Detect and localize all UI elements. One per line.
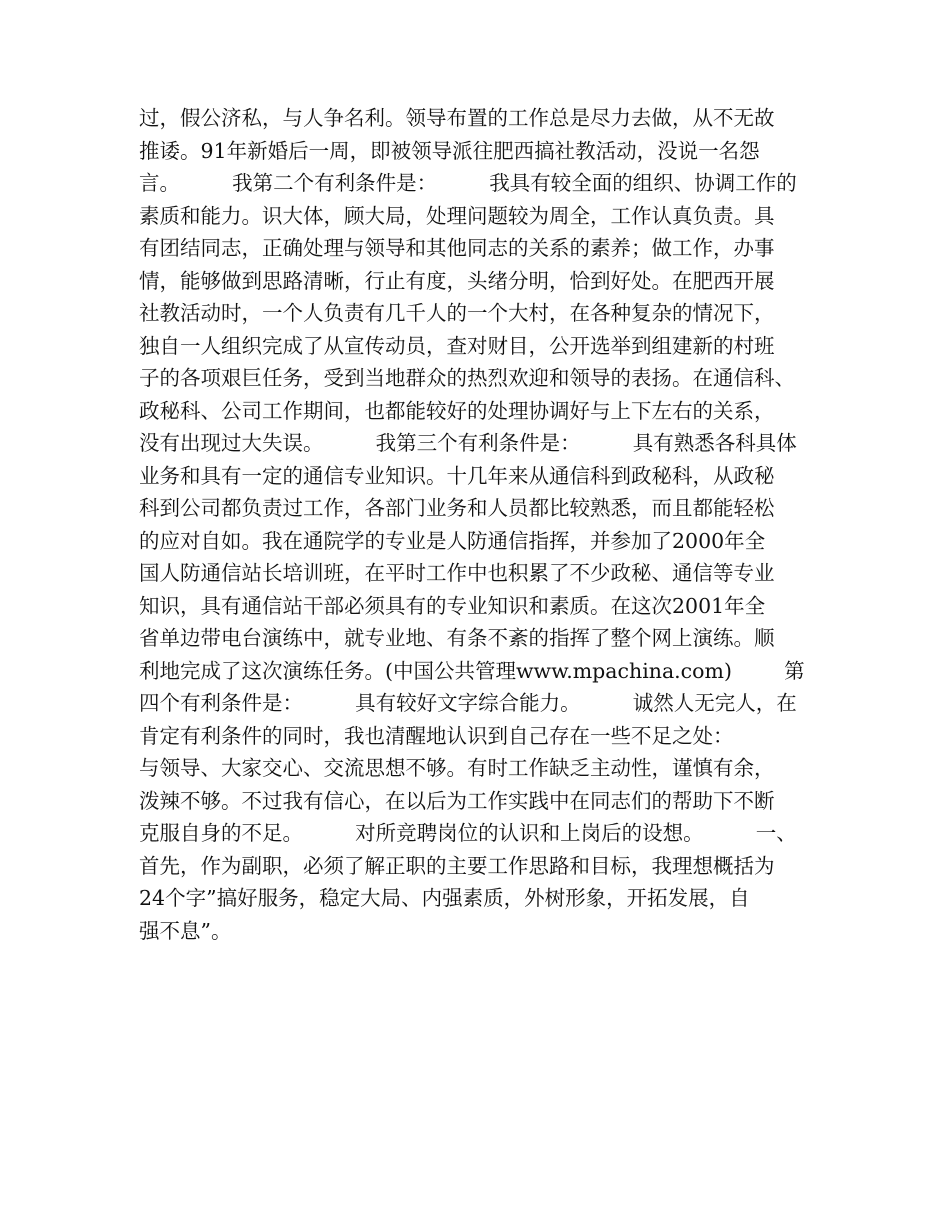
text-line: 言。 我第二个有利条件是： 我具有较全面的组织、协调工作的: [139, 171, 797, 195]
text-line: 知识，具有通信站干部必须具有的专业知识和素质。在这次2001年全: [139, 593, 766, 618]
text-line: 省单边带电台演练中，就专业地、有条不紊的指挥了整个网上演练。顺: [139, 626, 775, 650]
text-line: 科到公司都负责过工作，各部门业务和人员都比较熟悉，而且都能轻松: [139, 496, 775, 520]
text-line: 业务和具有一定的通信专业知识。十几年来从通信科到政秘科，从政秘: [139, 463, 775, 488]
text-line: 国人防通信站长培训班，在平时工作中也积累了不少政秘、通信等专业: [139, 561, 775, 585]
text-line: 社教活动时，一个人负责有几千人的一个大村，在各种复杂的情况下，: [139, 301, 775, 325]
text-line: 利地完成了这次演练任务。(中国公共管理www.mpachina.com) 第: [139, 658, 805, 683]
text-line: 子的各项艰巨任务，受到当地群众的热烈欢迎和领导的表扬。在通信科、: [139, 366, 795, 390]
text-line: 克服自身的不足。 对所竞聘岗位的认识和上岗后的设想。 一、: [139, 821, 797, 845]
text-line: 情，能够做到思路清晰，行止有度，头绪分明，恰到好处。在肥西开展: [139, 268, 775, 293]
text-line: 独自一人组织完成了从宣传动员，查对财目，公开选举到组建新的村班: [139, 333, 775, 358]
text-line: 政秘科、公司工作期间，也都能较好的处理协调好与上下左右的关系，: [139, 398, 775, 423]
text-line: 四个有利条件是： 具有较好文字综合能力。 诚然人无完人，在: [139, 691, 797, 715]
text-line: 的应对自如。我在通院学的专业是人防通信指挥，并参加了2000年全: [139, 528, 766, 553]
text-line: 首先，作为副职，必须了解正职的主要工作思路和目标，我理想概括为: [139, 853, 775, 878]
text-line: 泼辣不够。不过我有信心，在以后为工作实践中在同志们的帮助下不断: [139, 788, 775, 813]
body-text: [139, 102, 829, 947]
text-line: 与领导、大家交心、交流思想不够。有时工作缺乏主动性，谨慎有余，: [139, 756, 775, 780]
text-line: 素质和能力。识大体，顾大局，处理问题较为周全，工作认真负责。具: [139, 203, 775, 228]
text-line: 肯定有利条件的同时，我也清醒地认识到自己存在一些不足之处：: [139, 723, 734, 748]
text-line: 没有出现过大失误。 我第三个有利条件是： 具有熟悉各科具体: [139, 431, 797, 455]
text-line: 强不息”。: [139, 918, 232, 943]
text-line: 有团结同志，正确处理与领导和其他同志的关系的素养；做工作，办事: [139, 236, 775, 260]
text-line: 过，假公济私，与人争名利。领导布置的工作总是尽力去做，从不无故: [139, 106, 775, 130]
text-line: 推诿。91年新婚后一周，即被领导派往肥西搞社教活动，没说一名怨: [139, 138, 760, 163]
text-line: 24个字”搞好服务，稳定大局、内强素质，外树形象，开拓发展，自: [139, 886, 750, 910]
